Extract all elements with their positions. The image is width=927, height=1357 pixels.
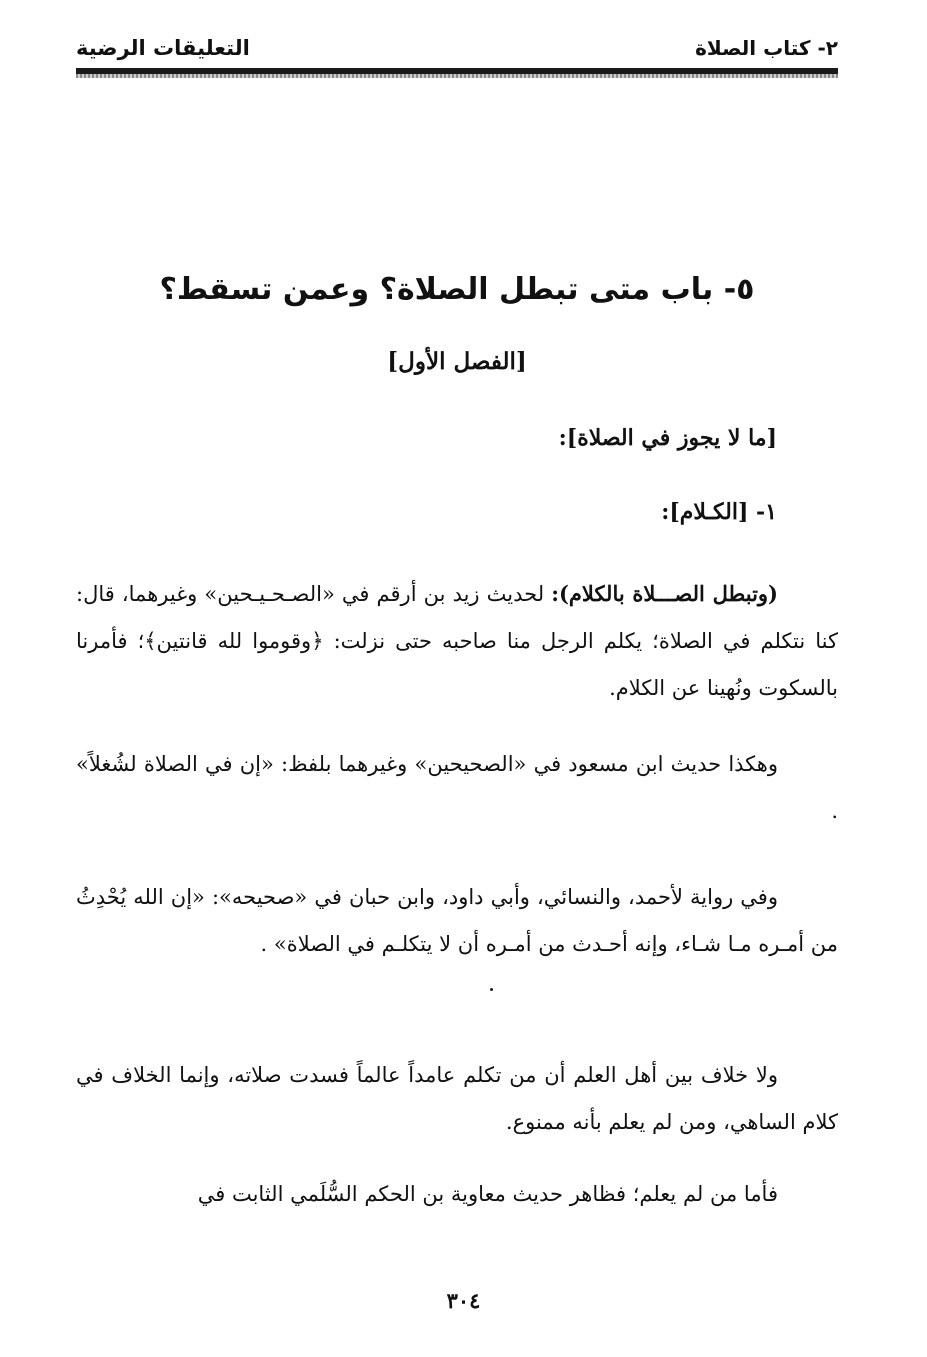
paragraph-1 <box>76 570 838 712</box>
page-number: ٣٠٤ <box>446 1288 481 1313</box>
paragraph-2-text: وهكذا حديث ابن مسعود في «الصحيحين» وغيرهما بلفظ: «إن في الصلاة لشُغلاً» . <box>76 752 838 823</box>
subheading-speech: ١- [الكـلام]: <box>661 499 777 525</box>
subheading-not-allowed: [ما لا يجوز في الصلاة]: <box>558 425 777 451</box>
running-header <box>76 30 838 66</box>
paragraph-4 <box>76 1052 838 1146</box>
section-title: [الفصل الأول] <box>387 348 527 375</box>
paragraph-1-text: لحديث زيد بن أرقم في «الصـحـيـحين» وغيرهما، قال: كنا نتكلم في الصلاة؛ يكلم الرجل منا صاحبه حتى نزلت: ﴿وقوموا لله قانتين﴾؛ فأمرنا بالسكوت ونُهينا عن الكلام. <box>76 582 838 700</box>
running-header-book-title: التعليقات الرضية <box>76 36 250 60</box>
paragraph-3-text: وفي رواية لأحمد، والنسائي، وأبي داود، وابن حبان في «صحيحه»: «إن الله يُحْدِثُ من أمـره مـا شـاء، وإنه أحـدث من أمـره أن لا يتكلـم في الصلاة» . <box>76 885 838 956</box>
paragraph-4-text: ولا خلاف بين أهل العلم أن من تكلم عامداً عالماً فسدت صلاته، وإنما الخلاف في كلام الساهي، ومن لم يعلم بأنه ممنوع. <box>76 1063 838 1134</box>
paragraph-5-text: فأما من لم يعلم؛ فظاهر حديث معاوية بن الحكم السُّلَمي الثابت في <box>197 1182 778 1206</box>
scan-speck <box>490 988 493 991</box>
paragraph-2 <box>76 741 838 835</box>
paragraph-3 <box>76 874 838 968</box>
header-rule-shadow <box>76 74 838 78</box>
running-header-chapter: ٢- كتاب الصلاة <box>695 36 838 60</box>
chapter-title: ٥- باب متى تبطل الصلاة؟ وعمن تسقط؟ <box>159 272 755 307</box>
paragraph-5 <box>76 1171 838 1218</box>
paragraph-1-lead: (وتبطل الصـــلاة بالكلام): <box>551 581 778 606</box>
